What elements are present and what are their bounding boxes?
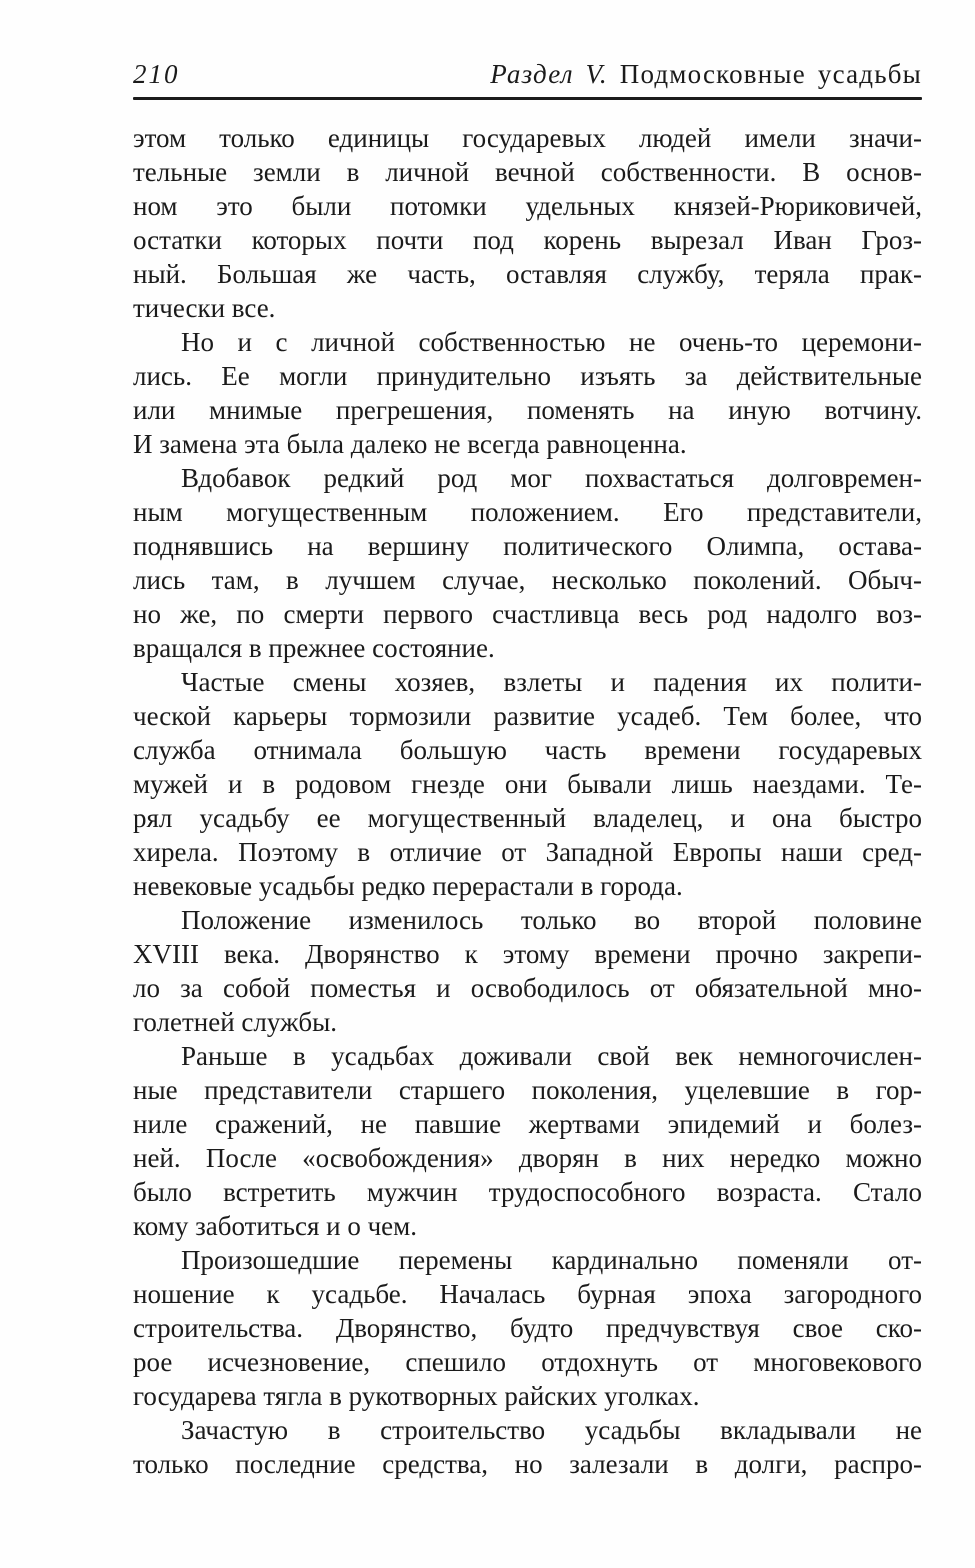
text-line: Но и с личной собственностью не очень-то церемони-	[181, 327, 922, 357]
text-line: кому заботиться и о чем.	[133, 1211, 417, 1241]
text-line: государева тягла в рукотворных райских уголках.	[133, 1381, 700, 1411]
page-body	[133, 121, 922, 1481]
text-line: Вдобавок редкий род мог похвастаться долговремен-	[181, 463, 922, 493]
text-line: ношение к усадьбе. Началась бурная эпоха загородного	[133, 1279, 922, 1309]
running-title	[490, 58, 922, 90]
text-line: ческой карьеры тормозили развитие усадеб. Тем более, что	[133, 701, 922, 731]
text-line: Произошедшие перемены кардинально поменяли от-	[181, 1245, 922, 1275]
text-line: И замена эта была далеко не всегда равноценна.	[133, 429, 687, 459]
text-line: поднявшись на вершину политического Олимпа, остава-	[133, 531, 922, 561]
text-line: Частые смены хозяев, взлеты и падения их полити-	[181, 667, 922, 697]
page-header	[133, 0, 922, 90]
text-line: или мнимые прегрешения, поменять на иную вотчину.	[133, 395, 922, 425]
page-number: 210	[133, 59, 180, 89]
text-line: ном это были потомки удельных князей-Рюриковичей,	[133, 191, 922, 221]
text-line: остатки которых почти под корень вырезал Иван Гроз-	[133, 225, 922, 255]
text-line: рое исчезновение, спешило отдохнуть от многовекового	[133, 1347, 922, 1377]
text-line: тически все.	[133, 293, 276, 323]
text-line: мужей и в родовом гнезде они бывали лишь наездами. Те-	[133, 769, 922, 799]
text-line: ный. Большая же часть, оставляя службу, теряла прак-	[133, 259, 922, 289]
text-line: служба отнимала большую часть времени государевых	[133, 735, 922, 765]
text-line: ло за собой поместья и освободилось от обязательной мно-	[133, 973, 922, 1003]
text-line: этом только единицы государевых людей имели значи-	[133, 123, 922, 153]
section-title: Подмосковные усадьбы	[619, 59, 922, 89]
text-line: строительства. Дворянство, будто предчувствуя свое ско-	[133, 1313, 922, 1343]
text-line: невековые усадьбы редко перерастали в города.	[133, 871, 683, 901]
text-line: Положение изменилось только во второй половине	[181, 905, 922, 935]
text-line: Зачастую в строительство усадьбы вкладывали не	[181, 1415, 922, 1445]
text-line: рял усадьбу ее могущественный владелец, и она быстро	[133, 803, 922, 833]
text-line: лись там, в лучшем случае, несколько поколений. Обыч-	[133, 565, 922, 595]
text-line: ниле сражений, не павшие жертвами эпидемий и болез-	[133, 1109, 922, 1139]
text-line: ней. После «освобождения» дворян в них нередко можно	[133, 1143, 922, 1173]
text-line: хирела. Поэтому в отличие от Западной Европы наши сред-	[133, 837, 922, 867]
text-line: Раньше в усадьбах доживали свой век немногочислен-	[181, 1041, 922, 1071]
text-line: тельные земли в личной вечной собственности. В основ-	[133, 157, 922, 187]
text-line: лись. Ее могли принудительно изъять за действительные	[133, 361, 922, 391]
text-column	[133, 0, 922, 1481]
text-line: было встретить мужчин трудоспособного возраста. Стало	[133, 1177, 922, 1207]
section-label: Раздел V.	[490, 59, 608, 89]
text-line: но же, по смерти первого счастливца весь род надолго воз-	[133, 599, 922, 629]
text-line: только последние средства, но залезали в долги, распро-	[133, 1449, 922, 1479]
text-line: голетней службы.	[133, 1007, 337, 1037]
text-line: ные представители старшего поколения, уцелевшие в гор-	[133, 1075, 922, 1105]
text-line: ным могущественным положением. Его представители,	[133, 497, 922, 527]
text-line: XVIII века. Дворянство к этому времени прочно закрепи-	[133, 939, 922, 969]
text-line: вращался в прежнее состояние.	[133, 633, 495, 663]
header-rule	[133, 97, 922, 100]
